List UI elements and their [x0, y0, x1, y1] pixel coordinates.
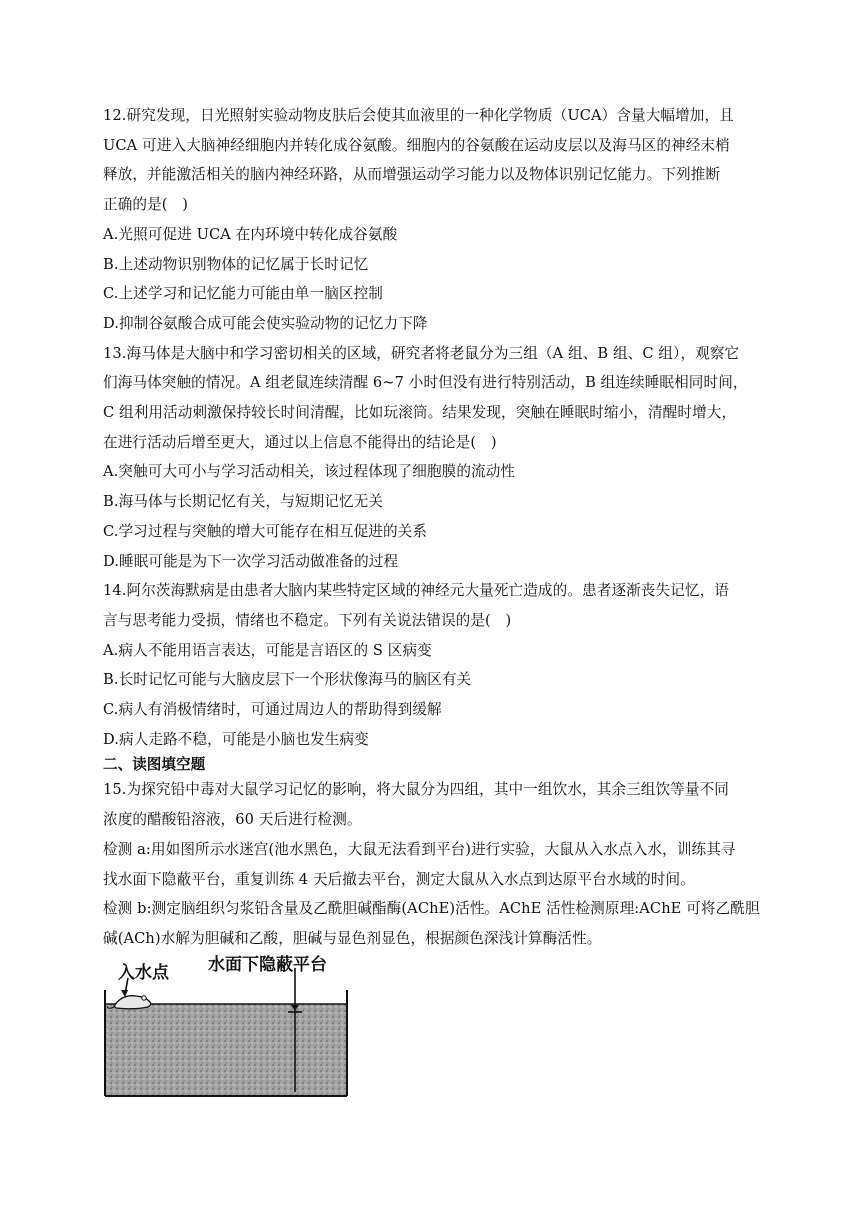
entry-point-label: 入水点 [118, 963, 169, 983]
q13-line-1: 13.海马体是大脑中和学习密切相关的区域，研究者将老鼠分为三组（A 组、B 组、C 组），观察它 [103, 344, 740, 362]
q12-option-b: B.上述动物识别物体的记忆属于长时记忆 [103, 255, 369, 273]
q12-option-d: D.抑制谷氨酸合成可能会使实验动物的记忆力下降 [103, 314, 428, 332]
q15-line-1: 15.为探究铅中毒对大鼠学习记忆的影响，将大鼠分为四组，其中一组饮水，其余三组饮等量不同 [103, 781, 729, 799]
water-maze-figure [104, 950, 354, 1100]
section-title: 二、读图填空题 [103, 756, 206, 774]
q13-option-b: B.海马体与长期记忆有关，与短期记忆无关 [103, 493, 384, 511]
q13-option-c: C.学习过程与突触的增大可能存在相互促进的关系 [103, 522, 428, 540]
q12-line-1: 12.研究发现，日光照射实验动物皮肤后会使其血液里的一种化学物质（UCA）含量大幅增加，且 [103, 107, 734, 124]
q15-line-4: 找水面下隐蔽平台，重复训练 4 天后撤去平台，测定大鼠从入水点到达原平台水域的时间。 [103, 870, 695, 888]
q14-line-1: 14.阿尔茨海默病是由患者大脑内某些特定区域的神经元大量死亡造成的。患者逐渐丧失记忆，语 [103, 582, 729, 600]
rat-icon [107, 996, 151, 1009]
q15-line-5: 检测 b:测定脑组织匀浆铅含量及乙酰胆碱酯酶(AChE)活性。AChE 活性检测原理:AChE 可将乙酰胆 [103, 900, 760, 918]
q12-line-4: 正确的是( ) [103, 196, 189, 214]
q14-option-c: C.病人有消极情绪时，可通过周边人的帮助得到缓解 [103, 701, 442, 719]
q15-line-6: 碱(ACh)水解为胆碱和乙酸，胆碱与显色剂显色，根据颜色深浅计算酶活性。 [103, 929, 602, 947]
q12-option-a: A.光照可促进 UCA 在内环境中转化成谷氨酸 [103, 225, 398, 243]
q12-line-3: 释放，并能激活相关的脑内神经环路，从而增强运动学习能力以及物体识别记忆能力。下列推断 [103, 166, 721, 184]
q14-option-d: D.病人走路不稳，可能是小脑也发生病变 [103, 730, 369, 748]
q12-option-c: C.上述学习和记忆能力可能由单一脑区控制 [103, 285, 383, 303]
pool-water [106, 1004, 346, 1095]
q13-line-3: C 组利用活动刺激保持较长时间清醒，比如玩滚筒。结果发现，突触在睡眠时缩小，清醒时增大， [103, 404, 737, 422]
q14-line-2: 言与思考能力受损，情绪也不稳定。下列有关说法错误的是( ) [103, 611, 512, 629]
q12-line-2: UCA 可进入大脑神经细胞内并转化成谷氨酸。细胞内的谷氨酸在运动皮层以及海马区的神经末梢 [103, 136, 730, 154]
q15-line-2: 浓度的醋酸铅溶液，60 天后进行检测。 [103, 811, 362, 829]
q15-line-3: 检测 a:用如图所示水迷宫(池水黑色，大鼠无法看到平台)进行实验，大鼠从入水点入水，训练其寻 [103, 840, 736, 858]
q14-option-b: B.长时记忆可能与大脑皮层下一个形状像海马的脑区有关 [103, 671, 472, 689]
q13-option-d: D.睡眠可能是为下一次学习活动做准备的过程 [103, 552, 399, 570]
question-content [103, 101, 763, 954]
hidden-platform-label: 水面下隐蔽平台 [208, 955, 327, 975]
q13-option-a: A.突触可大可小与学习活动相关，该过程体现了细胞膜的流动性 [103, 463, 516, 481]
q13-line-2: 们海马体突触的情况。A 组老鼠连续清醒 6~7 小时但没有进行特别活动，B 组连续睡眠相同时间， [103, 374, 748, 392]
q13-line-4: 在进行活动后增至更大，通过以上信息不能得出的结论是( ) [103, 433, 497, 451]
q14-option-a: A.病人不能用语言表达，可能是言语区的 S 区病变 [103, 641, 432, 659]
